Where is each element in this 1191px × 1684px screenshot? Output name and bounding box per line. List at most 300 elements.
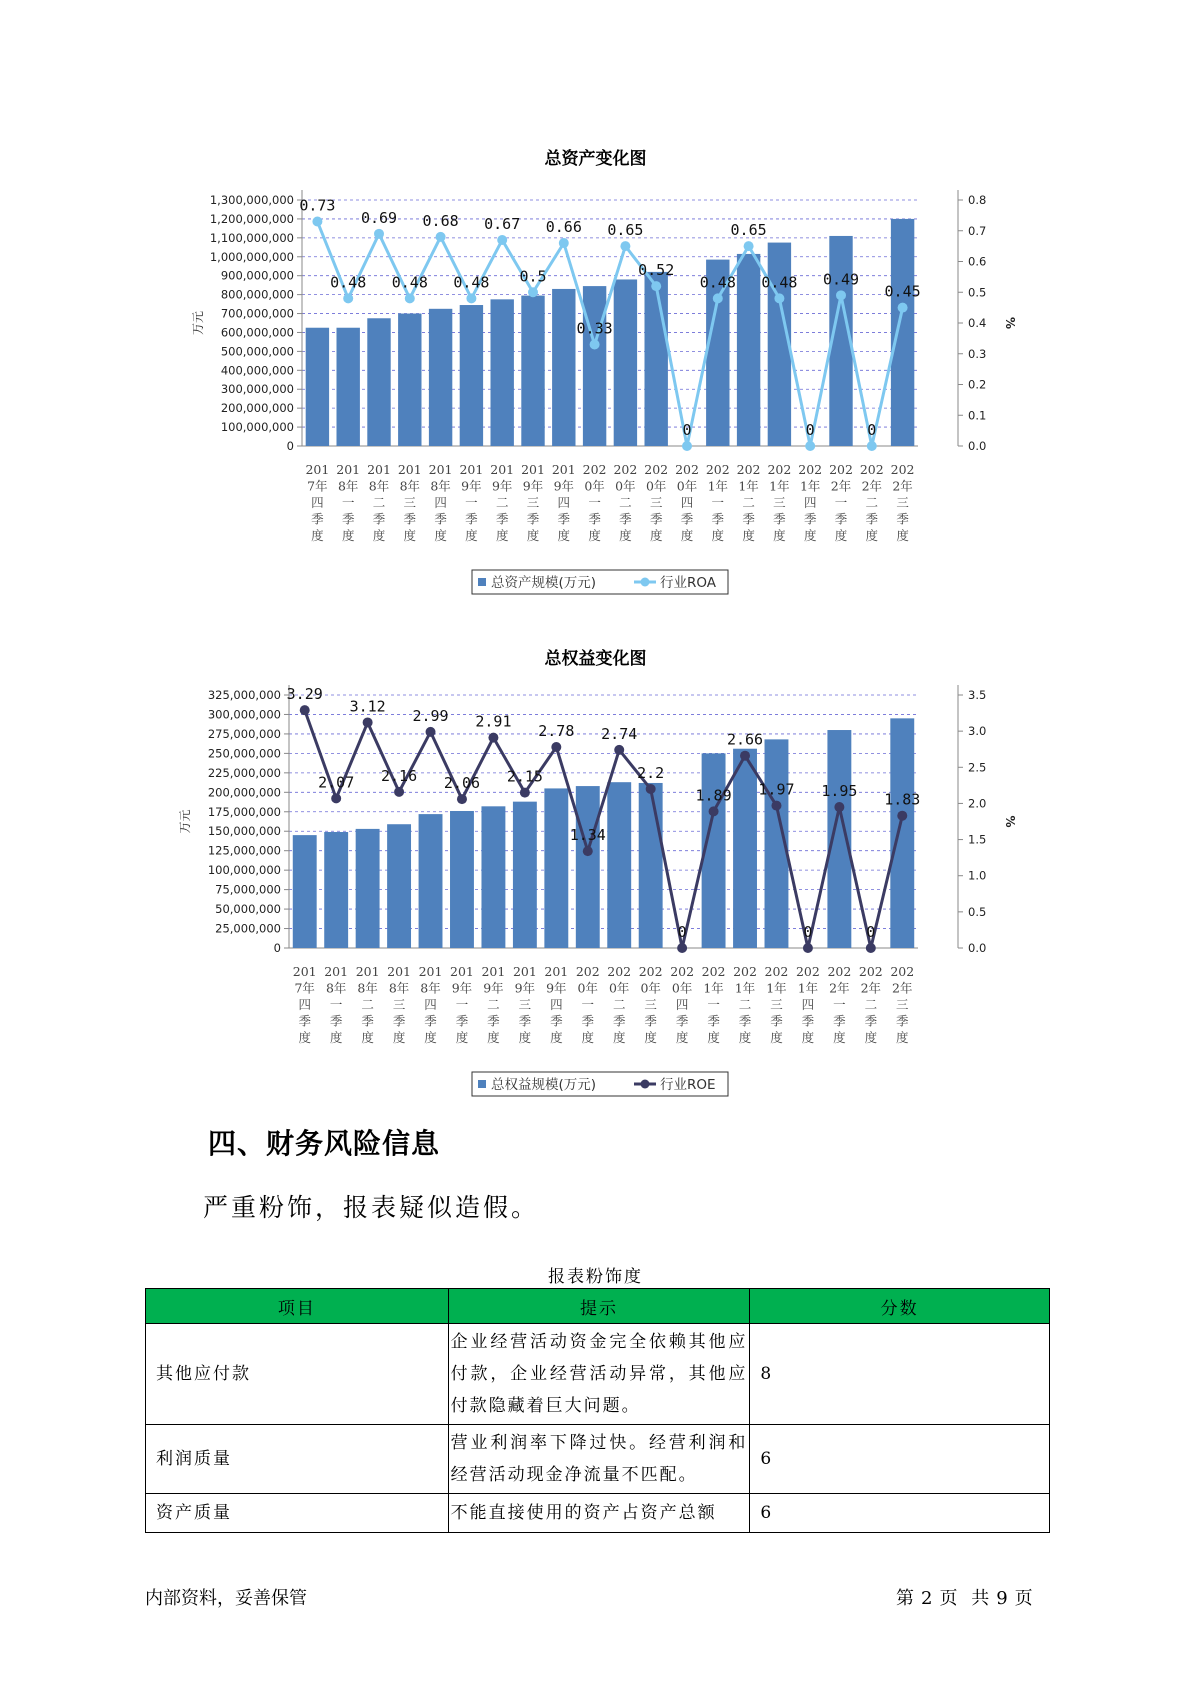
bar <box>336 328 359 446</box>
data-label: 0 <box>803 923 813 941</box>
bar <box>387 824 411 948</box>
line-point <box>436 232 446 242</box>
data-label: 2.74 <box>601 724 638 743</box>
left-tick-label: 600,000,000 <box>220 325 294 340</box>
x-tick-label: 202 <box>798 462 823 477</box>
x-tick-label: 季 <box>403 511 417 527</box>
x-tick-label: 三 <box>649 495 663 510</box>
x-tick-label: 一 <box>465 495 478 510</box>
bar <box>891 219 914 446</box>
line-point <box>497 235 507 245</box>
data-label: 2.2 <box>637 763 665 782</box>
x-tick-label: 三 <box>896 997 909 1012</box>
row-score: 8 <box>750 1324 1050 1425</box>
x-tick-label: 度 <box>711 528 725 543</box>
x-tick-label: 201 <box>521 462 545 477</box>
left-tick-label: 150,000,000 <box>207 824 281 839</box>
right-tick-label: 0.1 <box>968 408 987 423</box>
data-label: 1.89 <box>695 786 732 805</box>
x-tick-label: 201 <box>397 462 422 477</box>
x-tick-label: 度 <box>896 528 909 543</box>
page-unit: 页 <box>939 1588 959 1609</box>
right-tick-label: 0.2 <box>968 377 987 392</box>
x-tick-label: 季 <box>526 511 540 527</box>
x-tick-label: 1年 <box>799 478 821 494</box>
x-tick-label: 季 <box>341 511 355 527</box>
line-point <box>651 281 661 291</box>
x-tick-label: 季 <box>311 511 324 527</box>
data-label: 0 <box>677 923 687 941</box>
x-tick-label: 季 <box>896 1013 909 1029</box>
data-label: 0 <box>805 421 815 439</box>
x-tick-label: 一 <box>707 997 720 1012</box>
x-tick-label: 度 <box>865 528 879 543</box>
x-tick-label: 0年 <box>615 478 636 494</box>
x-tick-label: 202 <box>705 462 730 477</box>
x-tick-label: 季 <box>372 511 386 527</box>
x-tick-label: 季 <box>896 511 909 527</box>
x-tick-label: 季 <box>675 1013 689 1029</box>
x-tick-label: 202 <box>767 462 792 477</box>
section-heading: 四、财务风险信息 <box>208 1127 441 1160</box>
line-point <box>836 290 846 300</box>
left-tick-label: 500,000,000 <box>220 344 294 359</box>
bar <box>293 835 317 948</box>
x-tick-label: 度 <box>707 1030 720 1045</box>
data-label: 2.06 <box>443 774 481 793</box>
x-tick-label: 2年 <box>892 980 913 996</box>
x-tick-label: 9年 <box>461 478 482 494</box>
x-tick-label: 度 <box>801 1030 815 1045</box>
x-tick-label: 一 <box>711 495 725 510</box>
bar <box>544 788 568 948</box>
x-tick-label: 8年 <box>430 478 451 494</box>
line-point <box>343 293 353 303</box>
x-tick-label: 1年 <box>707 478 729 494</box>
data-label: 0.45 <box>884 282 921 301</box>
table-caption: 报表粉饰度 <box>548 1267 643 1287</box>
legend-line-label: 行业ROA <box>660 575 717 591</box>
line-point <box>590 340 600 350</box>
x-tick-label: 二 <box>742 495 755 510</box>
x-tick-label: 201 <box>428 462 453 477</box>
x-tick-label: 202 <box>670 964 695 979</box>
x-tick-label: 度 <box>742 528 755 543</box>
x-tick-label: 三 <box>770 997 783 1012</box>
y-axis-label: 万元 <box>191 310 205 336</box>
left-tick-label: 900,000,000 <box>220 268 294 283</box>
total-equity-chart <box>0 680 1191 1100</box>
x-tick-label: 季 <box>495 511 509 527</box>
x-tick-label: 季 <box>644 1013 657 1029</box>
bar <box>552 289 575 446</box>
line-point <box>867 441 877 451</box>
line-point <box>457 794 467 804</box>
x-tick-label: 三 <box>392 997 406 1012</box>
right-tick-label: 1.5 <box>968 832 987 847</box>
x-tick-label: 四 <box>311 495 324 510</box>
x-tick-label: 季 <box>680 511 694 527</box>
x-tick-label: 二 <box>372 495 386 510</box>
x-tick-label: 2年 <box>830 478 852 494</box>
x-tick-label: 度 <box>526 528 540 543</box>
x-tick-label: 一 <box>341 495 355 510</box>
right-tick-label: 0.3 <box>968 346 987 361</box>
bar <box>367 318 390 446</box>
x-tick-label: 201 <box>481 964 506 979</box>
x-tick-label: 度 <box>455 1030 469 1045</box>
line-point <box>677 943 687 953</box>
left-tick-label: 250,000,000 <box>207 746 281 761</box>
x-tick-label: 8年 <box>337 478 359 494</box>
data-label: 0.66 <box>545 218 582 237</box>
x-tick-label: 季 <box>649 511 663 527</box>
x-tick-label: 四 <box>680 495 694 510</box>
x-tick-label: 0年 <box>608 980 630 996</box>
page-prefix: 第 <box>896 1588 915 1609</box>
data-label: 0.68 <box>422 211 459 230</box>
x-tick-label: 季 <box>329 1013 343 1029</box>
x-tick-label: 二 <box>612 997 626 1012</box>
x-tick-label: 度 <box>644 1030 657 1045</box>
x-tick-label: 度 <box>424 1030 437 1045</box>
x-tick-label: 度 <box>581 1030 595 1045</box>
x-tick-label: 三 <box>896 495 909 510</box>
x-tick-label: 季 <box>834 511 848 527</box>
x-tick-label: 度 <box>803 528 817 543</box>
x-tick-label: 0年 <box>671 980 693 996</box>
line-point <box>897 811 907 821</box>
x-tick-label: 季 <box>801 1013 815 1029</box>
x-tick-label: 0年 <box>676 478 698 494</box>
data-label: 2.66 <box>726 730 764 749</box>
y2-axis-label: % <box>1003 815 1017 828</box>
left-tick-label: 200,000,000 <box>220 401 294 416</box>
line-point <box>713 293 723 303</box>
x-tick-label: 2年 <box>861 478 883 494</box>
y2-axis-label: % <box>1003 316 1017 330</box>
data-label: 0.49 <box>822 270 860 289</box>
left-tick-label: 1,200,000,000 <box>209 211 294 226</box>
x-tick-label: 201 <box>450 964 474 979</box>
x-tick-label: 2年 <box>829 980 850 996</box>
data-label: 2.16 <box>381 766 418 785</box>
x-tick-label: 季 <box>864 1013 878 1029</box>
x-tick-label: 201 <box>459 462 484 477</box>
row-item: 其他应付款 <box>146 1324 449 1425</box>
right-tick-label: 0.7 <box>968 223 987 238</box>
x-tick-label: 0年 <box>584 478 605 494</box>
bar <box>576 786 600 948</box>
x-tick-label: 度 <box>311 528 324 543</box>
line-point <box>426 727 436 737</box>
data-label: 0.33 <box>576 319 613 338</box>
left-tick-label: 50,000,000 <box>215 902 281 917</box>
bar <box>450 811 474 948</box>
chart-title-total-assets: 总资产变化图 <box>544 149 647 169</box>
left-tick-label: 175,000,000 <box>207 804 281 819</box>
x-tick-label: 202 <box>736 462 761 477</box>
x-tick-label: 季 <box>361 1013 374 1029</box>
left-tick-label: 700,000,000 <box>220 306 294 321</box>
x-tick-label: 202 <box>733 964 757 979</box>
left-tick-label: 1,100,000,000 <box>209 230 294 245</box>
x-tick-label: 度 <box>361 1030 374 1045</box>
x-tick-label: 三 <box>403 495 417 510</box>
x-tick-label: 度 <box>612 1030 626 1045</box>
data-label: 0.5 <box>519 267 547 286</box>
line-point <box>559 238 569 248</box>
x-tick-label: 度 <box>834 528 848 543</box>
x-tick-label: 季 <box>550 1013 563 1029</box>
x-tick-label: 季 <box>392 1013 406 1029</box>
data-label: 1.97 <box>758 780 795 799</box>
x-tick-label: 8年 <box>388 980 410 996</box>
line-point <box>740 751 750 761</box>
data-label: 0.48 <box>699 273 736 292</box>
x-tick-label: 8年 <box>420 980 441 996</box>
whitewash-table <box>145 1288 1050 1533</box>
x-tick-label: 季 <box>707 1013 720 1029</box>
x-tick-label: 度 <box>588 528 601 543</box>
left-tick-label: 200,000,000 <box>207 785 281 800</box>
x-tick-label: 201 <box>544 964 569 979</box>
x-tick-label: 二 <box>865 495 879 510</box>
x-tick-label: 7年 <box>294 980 315 996</box>
x-tick-label: 季 <box>434 511 447 527</box>
x-tick-label: 202 <box>675 462 699 477</box>
x-tick-label: 201 <box>387 964 412 979</box>
line-point <box>583 846 593 856</box>
x-tick-label: 度 <box>680 528 694 543</box>
line-point <box>374 229 384 239</box>
bar <box>733 749 757 948</box>
left-tick-label: 400,000,000 <box>220 363 294 378</box>
line-point <box>551 742 561 752</box>
left-tick-label: 225,000,000 <box>207 765 281 780</box>
x-tick-label: 202 <box>829 462 853 477</box>
bar <box>639 783 663 948</box>
line-point <box>520 788 530 798</box>
x-tick-label: 度 <box>773 528 786 543</box>
x-tick-label: 一 <box>329 997 343 1012</box>
legend-line-marker <box>641 1080 650 1089</box>
left-tick-label: 125,000,000 <box>207 843 281 858</box>
line-point <box>312 217 322 227</box>
x-tick-label: 度 <box>619 528 632 543</box>
x-tick-label: 1年 <box>734 980 756 996</box>
x-tick-label: 季 <box>424 1013 437 1029</box>
x-tick-label: 度 <box>649 528 663 543</box>
x-tick-label: 度 <box>675 1030 689 1045</box>
x-tick-label: 202 <box>890 462 915 477</box>
data-label: 0.65 <box>730 221 767 240</box>
table-row <box>146 1324 1050 1425</box>
x-tick-label: 201 <box>305 462 330 477</box>
footer-page-number <box>893 1584 1037 1610</box>
legend-line-marker <box>641 578 650 587</box>
row-hint: 不能直接使用的资产占资产总额 <box>448 1494 750 1533</box>
line-point <box>805 441 815 451</box>
x-tick-label: 二 <box>864 997 878 1012</box>
line-point <box>803 943 813 953</box>
x-tick-label: 201 <box>292 964 317 979</box>
line-point <box>528 287 538 297</box>
left-tick-label: 300,000,000 <box>207 707 281 722</box>
x-tick-label: 一 <box>455 997 469 1012</box>
x-tick-label: 0年 <box>645 478 667 494</box>
x-tick-label: 202 <box>764 964 789 979</box>
line-point <box>744 241 754 251</box>
x-tick-label: 四 <box>803 495 817 510</box>
line-point <box>709 806 719 816</box>
row-score: 6 <box>750 1494 1050 1533</box>
x-tick-label: 度 <box>392 1030 406 1045</box>
x-tick-label: 度 <box>518 1030 532 1045</box>
x-tick-label: 二 <box>619 495 632 510</box>
x-tick-label: 度 <box>465 528 478 543</box>
x-tick-label: 202 <box>827 964 852 979</box>
line-point <box>363 717 373 727</box>
right-tick-label: 1.0 <box>968 868 987 883</box>
x-tick-label: 202 <box>613 462 638 477</box>
line-point <box>620 241 630 251</box>
line-point <box>866 943 876 953</box>
x-tick-label: 季 <box>833 1013 846 1029</box>
x-tick-label: 季 <box>770 1013 783 1029</box>
x-tick-label: 9年 <box>483 980 504 996</box>
row-hint: 企业经营活动资金完全依赖其他应付款，企业经营活动异常，其他应付款隐藏着巨大问题。 <box>448 1324 750 1425</box>
data-label: 2.07 <box>318 773 355 792</box>
x-tick-label: 度 <box>298 1030 311 1045</box>
header-item: 项目 <box>146 1289 449 1324</box>
legend-bar-swatch <box>478 578 486 586</box>
x-tick-label: 一 <box>833 997 846 1012</box>
data-label: 1.34 <box>569 826 606 845</box>
x-tick-label: 度 <box>329 1030 343 1045</box>
data-label: 0 <box>866 923 876 941</box>
x-tick-label: 四 <box>434 495 447 510</box>
row-score: 6 <box>750 1425 1050 1494</box>
x-tick-label: 季 <box>865 511 879 527</box>
x-tick-label: 三 <box>518 997 532 1012</box>
data-label: 2.91 <box>475 712 512 731</box>
y-axis-label: 万元 <box>178 809 192 834</box>
header-hint: 提示 <box>448 1289 750 1324</box>
x-tick-label: 三 <box>773 495 786 510</box>
bar <box>419 814 443 948</box>
right-tick-label: 0.0 <box>968 941 987 955</box>
x-tick-label: 202 <box>890 964 915 979</box>
x-tick-label: 8年 <box>357 980 378 996</box>
x-tick-label: 9年 <box>553 478 575 494</box>
left-tick-label: 25,000,000 <box>215 921 281 936</box>
header-score: 分数 <box>750 1289 1050 1324</box>
total-unit: 页 <box>1014 1588 1034 1609</box>
x-tick-label: 季 <box>455 1013 469 1029</box>
x-tick-label: 度 <box>434 528 447 543</box>
x-tick-label: 度 <box>770 1030 783 1045</box>
right-tick-label: 0.8 <box>968 193 987 207</box>
x-tick-label: 度 <box>495 528 509 543</box>
x-tick-label: 四 <box>801 997 815 1012</box>
data-label: 0.65 <box>607 221 644 240</box>
x-tick-label: 8年 <box>399 478 421 494</box>
data-label: 0.69 <box>360 208 398 227</box>
right-tick-label: 2.0 <box>968 796 987 811</box>
row-item: 资产质量 <box>146 1494 449 1533</box>
line-point <box>646 784 656 794</box>
x-tick-label: 202 <box>858 964 883 979</box>
x-tick-label: 0年 <box>640 980 661 996</box>
left-tick-label: 1,300,000,000 <box>209 193 294 207</box>
x-tick-label: 四 <box>298 997 311 1012</box>
data-label: 0.48 <box>391 273 428 292</box>
line-point <box>771 801 781 811</box>
x-tick-label: 季 <box>518 1013 532 1029</box>
x-tick-label: 1年 <box>703 980 724 996</box>
x-tick-label: 9年 <box>522 478 544 494</box>
x-tick-label: 季 <box>487 1013 500 1029</box>
x-tick-label: 四 <box>424 997 437 1012</box>
footer-confidential: 内部资料，妥善保管 <box>145 1588 307 1609</box>
x-tick-label: 季 <box>803 511 817 527</box>
x-tick-label: 季 <box>298 1013 311 1029</box>
line-point <box>614 745 624 755</box>
x-tick-label: 三 <box>526 495 540 510</box>
line-point <box>405 293 415 303</box>
x-tick-label: 二 <box>487 997 500 1012</box>
x-tick-label: 度 <box>864 1030 878 1045</box>
right-tick-label: 0.5 <box>968 904 987 919</box>
x-tick-label: 二 <box>361 997 374 1012</box>
x-tick-label: 1年 <box>766 980 787 996</box>
x-tick-label: 二 <box>738 997 752 1012</box>
data-label: 3.12 <box>349 697 386 716</box>
line-point <box>488 733 498 743</box>
line-point <box>300 705 310 715</box>
x-tick-label: 三 <box>644 997 657 1012</box>
risk-conclusion: 严重粉饰，报表疑似造假。 <box>203 1193 540 1222</box>
x-tick-label: 2年 <box>860 980 882 996</box>
x-tick-label: 度 <box>833 1030 846 1045</box>
x-tick-label: 度 <box>487 1030 500 1045</box>
table-row <box>146 1425 1050 1494</box>
left-tick-label: 0 <box>286 439 294 453</box>
line-point <box>834 802 844 812</box>
x-tick-label: 四 <box>557 495 571 510</box>
total-assets-chart <box>0 180 1191 620</box>
x-tick-label: 一 <box>834 495 848 510</box>
right-tick-label: 0.0 <box>968 439 987 453</box>
data-label: 0 <box>867 421 877 439</box>
bar <box>429 309 452 446</box>
bar <box>521 296 544 446</box>
left-tick-label: 75,000,000 <box>215 882 281 897</box>
line-point <box>774 293 784 303</box>
legend-bar-label: 总资产规模(万元) <box>491 575 597 591</box>
chart-title-total-equity: 总权益变化图 <box>544 649 647 669</box>
x-tick-label: 季 <box>773 511 786 527</box>
x-tick-label: 季 <box>588 511 601 527</box>
legend-bar-label: 总权益规模(万元) <box>491 1077 597 1093</box>
bar <box>583 286 606 446</box>
x-tick-label: 四 <box>550 997 563 1012</box>
x-tick-label: 201 <box>324 964 349 979</box>
x-tick-label: 1年 <box>797 980 819 996</box>
bar <box>460 305 483 446</box>
x-tick-label: 度 <box>896 1030 909 1045</box>
